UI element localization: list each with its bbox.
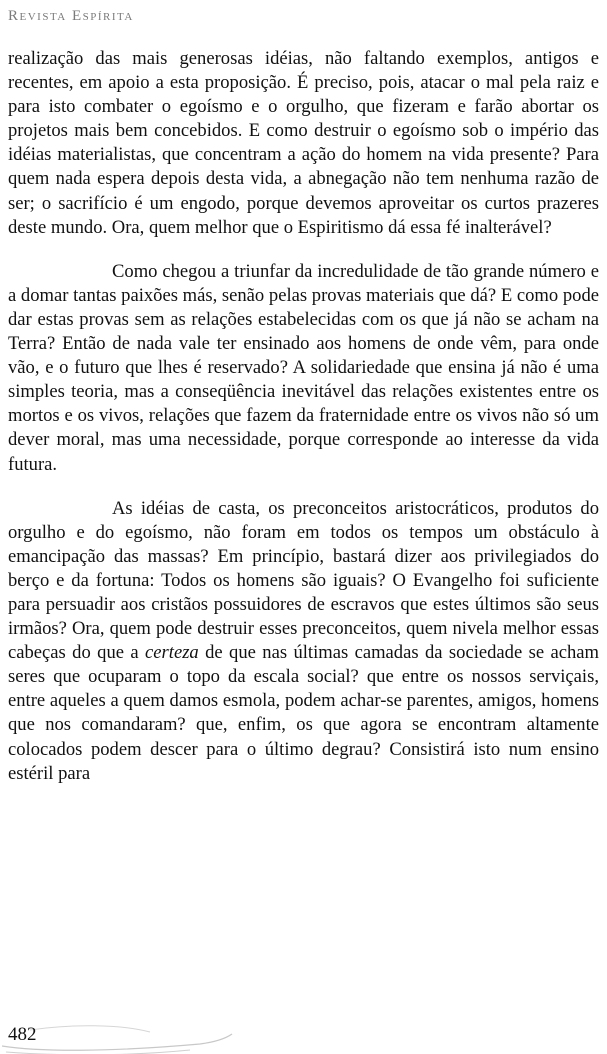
- running-head: Revista Espírita: [8, 8, 134, 24]
- paragraph-2: [8, 260, 599, 477]
- page-number: 482: [8, 1024, 37, 1045]
- paragraph-3-text-b: de que nas últimas camadas da sociedade se acham seres que ocuparam o topo da escala social? que entre os nossos serviçais, entre aqueles a quem damos esmola, podem achar-se parentes, amigos, homens que nos comandaram? que, enfim, os que agora se encontram altamente colocados podem descer para o último degrau? Consistirá isto num ensino estéril para: [8, 642, 599, 784]
- paragraph-1-text: realização das mais generosas idéias, não faltando exemplos, antigos e recentes, em apoio a esta proposição. É preciso, pois, atacar o mal pela raiz e para isto combater o egoísmo e o orgulho, que fizeram e farão abortar os projetos mais bem concebidos. E como destruir o egoísmo sob o império das idéias materialistas, que concentram a ação do homem na vida presente? Para quem nada espera depois desta vida, a abnegação não tem nenhuma razão de ser; o sacrifício é um engodo, porque devemos aproveitar os curtos prazeres deste mundo. Ora, quem melhor que o Espiritismo dá essa fé inalterável?: [8, 48, 599, 238]
- paragraph-2-text: Como chegou a triunfar da incredulidade de tão grande número e a domar tantas paixões más, senão pelas provas materiais que dá? E como pode dar estas provas sem as relações estabelecidas com os que já não se acham na Terra? Então de nada vale ter ensinado aos homens de onde vêm, para onde vão, e o futuro que lhes é reservado? A solidariedade que ensina já não é uma simples teoria, mas a conseqüência inevitável das relações existentes entre os mortos e os vivos, relações que fazem da fraternidade entre os vivos não só um dever moral, mas uma necessidade, porque corresponde ao interesse da vida futura.: [8, 260, 599, 475]
- emphasis-certeza: certeza: [145, 642, 199, 664]
- article-body: [8, 47, 599, 806]
- paragraph-1: [8, 47, 599, 240]
- paragraph-3: [8, 497, 599, 786]
- paragraph-3-text-a: As idéias de casta, os preconceitos aristocráticos, produtos do orgulho e do egoísmo, não foram em todos os tempos um obstáculo à emancipação das massas? Em princípio, bastará dizer aos privilegiados do berço e da fortuna: Todos os homens são iguais? O Evangelho foi suficiente para persuadir aos cristãos possuidores de escravos que estes últimos são seus irmãos? Ora, quem pode destruir esses preconceitos, quem nivela melhor essas cabeças do que a: [8, 497, 599, 664]
